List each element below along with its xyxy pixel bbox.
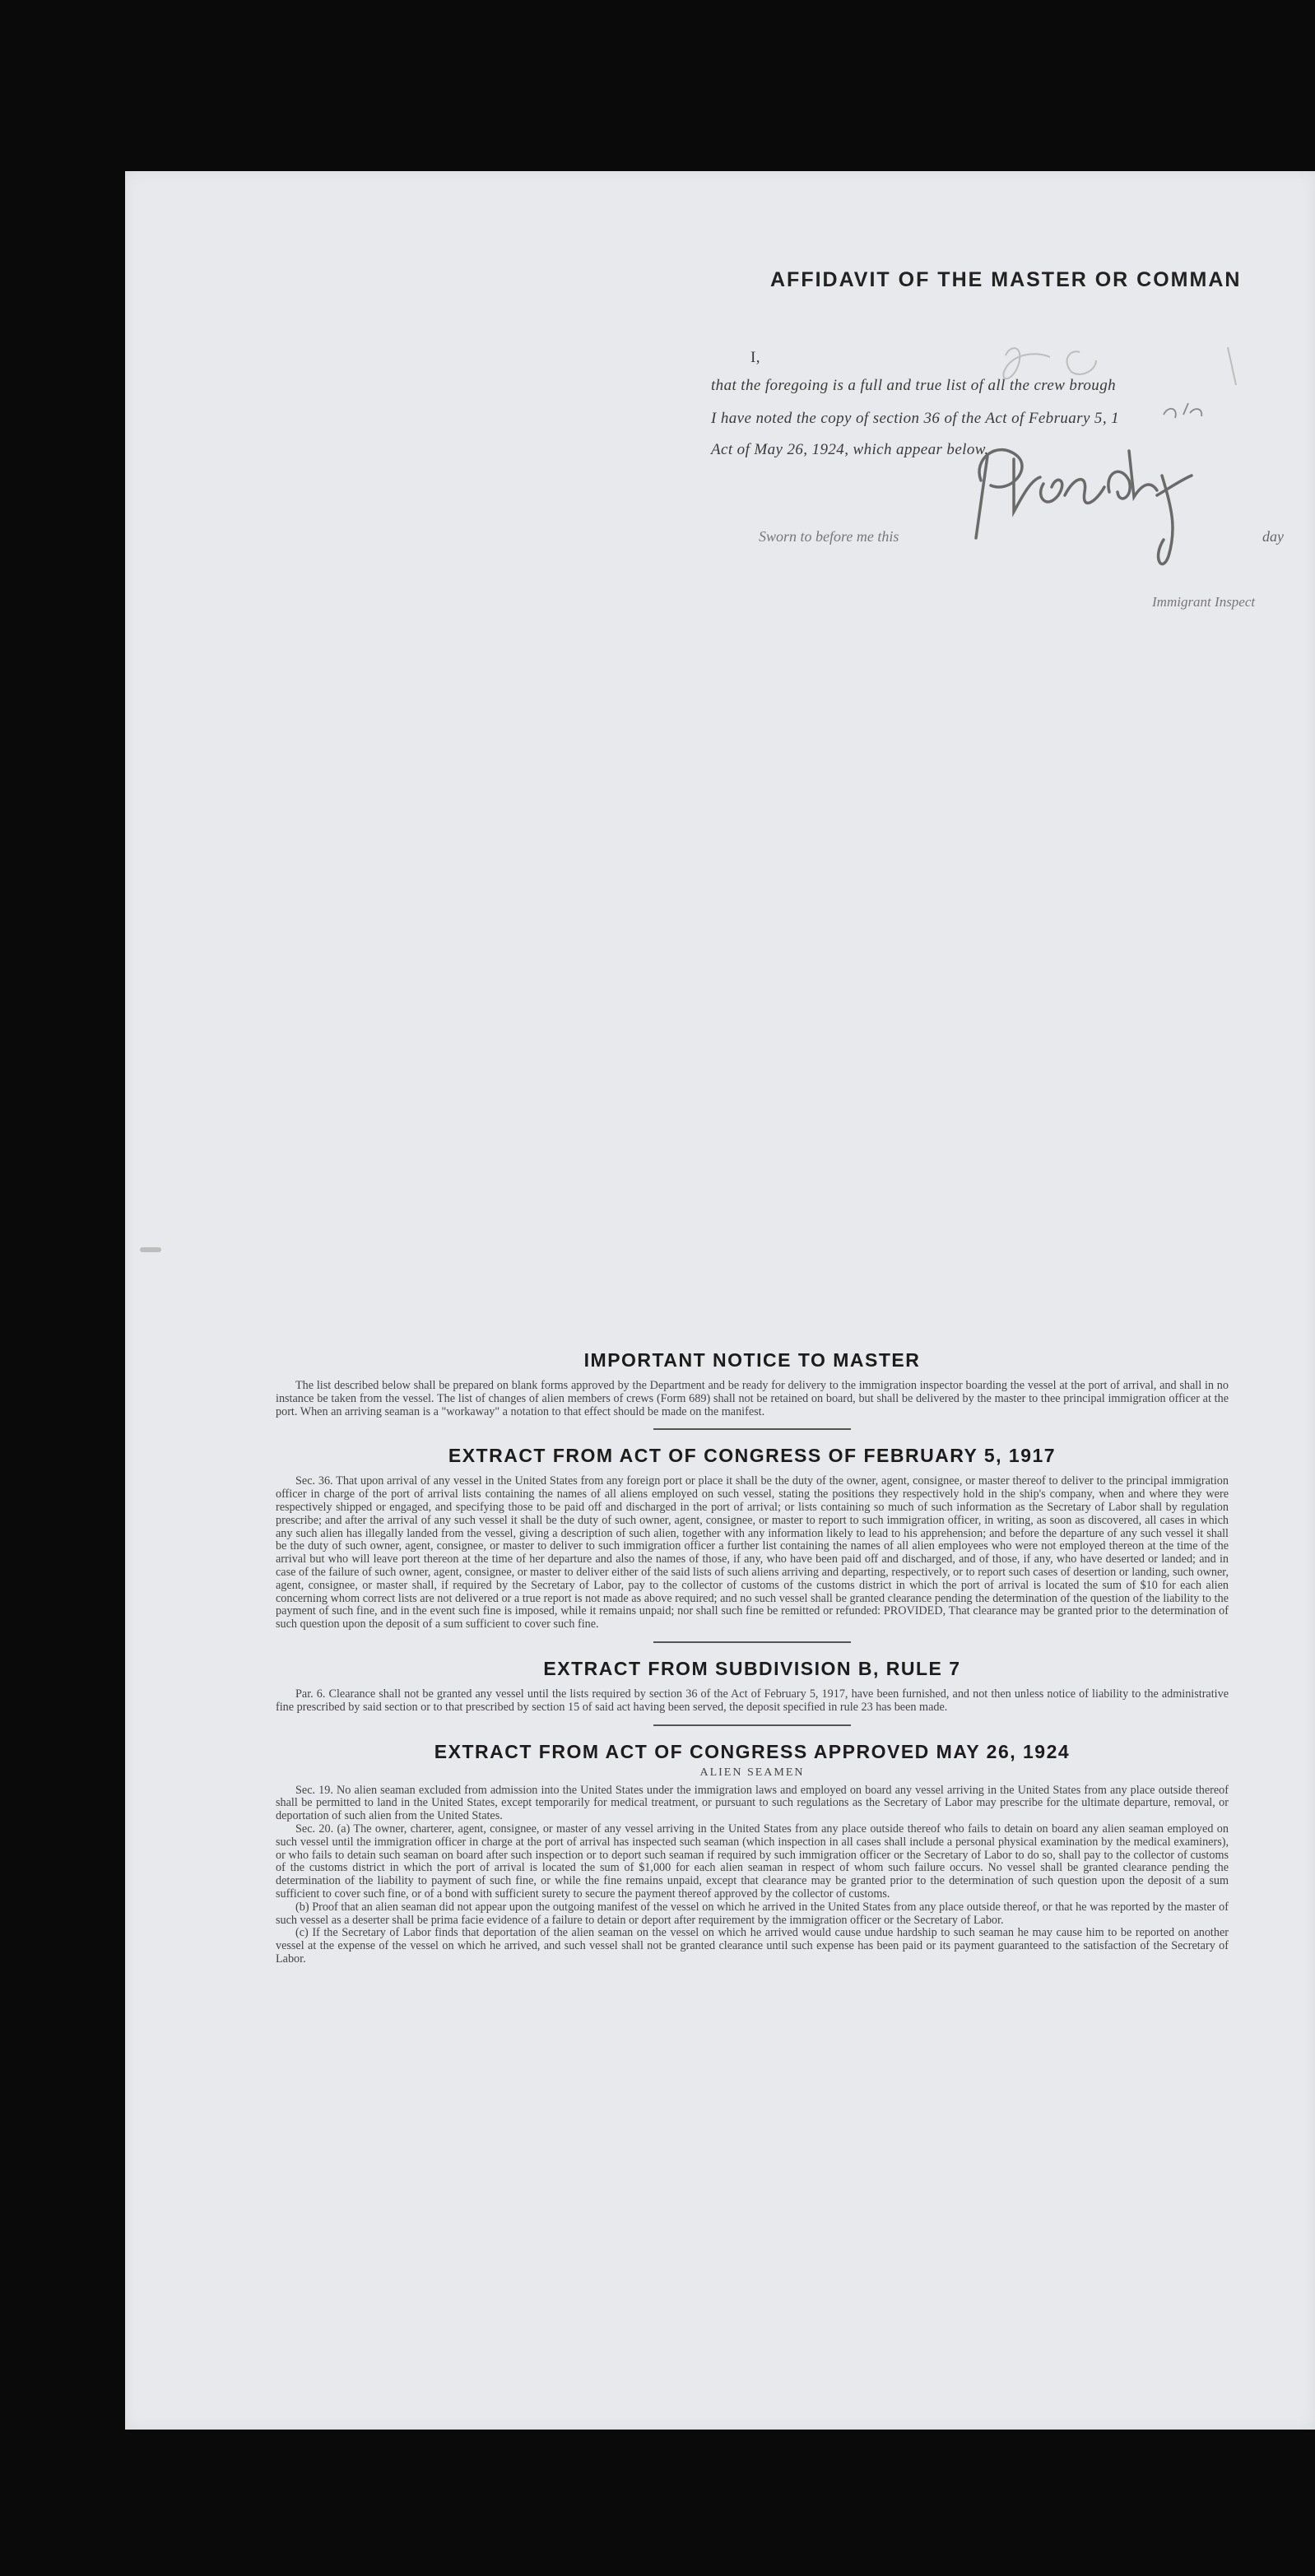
- extract-1924-title: EXTRACT FROM ACT OF CONGRESS APPROVED MAY 26, 1924: [434, 1740, 1071, 1762]
- day-text: day: [1262, 528, 1284, 545]
- extract-1917-body: Sec. 36. That upon arrival of any vessel in the United States from any foreign port or place it shall be the duty of the owner, agent, consignee, or master thereof to deliver to the principal immigration officer in charge of the port of arrival lists containing the names of all aliens employed on such vessel, stating the positions they respectively hold in the ship's company, when and where they were respectively shipped or engaged, and specifying those to be paid off and discharged in the port of arrival; or lists containing so much of such information as the Secretary of Labor shall by regulation prescribe; and after the arrival of any such vessel it shall be the duty of such owner, agent, consignee, or master to report to such immigration officer, in writing, as soon as discovered, all cases in which any such alien has illegally landed from the vessel, giving a description of such alien, together with any information likely to lead to his apprehension; and before the departure of any such vessel it shall be the duty of such owner, agent, consignee, or master to deliver to such immigration officer a further list containing the names of all alien employees who were not employed thereon at the time of the arrival but who will leave port thereon at the time of her departure and also the names of those, if any, who have been paid off and discharged, and of those, if any, who have deserted or landed; and in case of the failure of such owner, agent, consignee, or master to deliver either of the said lists of such aliens arriving and departing, respectively, or to report such cases of desertion or landing, such owner, agent, consignee, or master shall, if required by the Secretary of Labor, pay to the collector of customs of the customs district in which the port of arrival is located the sum of $10 for each alien concerning whom correct lists are not delivered or a true report is not made as above required; and no such vessel shall be granted clearance pending the determination of the question of the liability to the payment of such fine, and in the event such fine is imposed, while it remains unpaid; nor shall such fine be remitted or refunded: PROVIDED, That clearance may be granted prior to the determination of such question upon the deposit of a sum sufficient to cover such fine.: [276, 1474, 1229, 1631]
- important-notice-section: [276, 1349, 1229, 1966]
- extract-1917-title: EXTRACT FROM ACT OF CONGRESS OF FEBRUARY 5, 1917: [448, 1445, 1057, 1467]
- section-divider: [653, 1641, 851, 1643]
- extract-1924-paragraph: Sec. 19. No alien seaman excluded from admission into the United States under the immigration laws and employed on board any vessel arriving in the United States from any place outside thereof shall be permitted to land in the United States, except temporarily for medical treatment, or pursuant to such regulations as the Secretary of Labor may prescribe for the ultimate departure, removal, or deportation of such alien from the United States.: [276, 1783, 1229, 1823]
- sworn-text: Sworn to before me this: [759, 528, 899, 545]
- affidavit-line-2: I have noted the copy of section 36 of the Act of February 5, 1: [711, 410, 1120, 427]
- affidavit-line-3: Act of May 26, 1924, which appear below.: [711, 441, 989, 458]
- notice-title: IMPORTANT NOTICE TO MASTER: [583, 1349, 921, 1371]
- extract-rule7-title: EXTRACT FROM SUBDIVISION B, RULE 7: [543, 1657, 961, 1679]
- section-divider: [653, 1724, 851, 1726]
- handwritten-signatures: [849, 336, 1310, 632]
- section-divider: [653, 1428, 851, 1430]
- extract-1924-paragraph: (b) Proof that an alien seaman did not appear upon the outgoing manifest of the vessel on which he arrived in the United States from any place outside thereof, or that he was reported by the master of such vessel as a deserter shall be prima facie evidence of a failure to detain or deport after requirement by the immigration officer or the Secretary of Labor.: [276, 1900, 1229, 1927]
- extract-1924-paragraph: (c) If the Secretary of Labor finds that deportation of the alien seaman on the vessel on which he arrived would cause undue hardship to such seaman he may cause him to be reported on another vessel at the expense of the vessel on which he arrived, and such vessel shall not be granted clearance until such expense has been paid or its payment guaranteed to the satisfaction of the Secretary of Labor.: [276, 1926, 1229, 1966]
- document-sheet: [125, 171, 1315, 2430]
- extract-rule7-body: Par. 6. Clearance shall not be granted any vessel until the lists required by section 36 of the Act of February 5, 1917, have been furnished, and not then unless notice of liability to the administrative fine prescribed by said section or to that prescribed by section 15 of said act having been served, the deposit specified in rule 23 has been made.: [276, 1687, 1229, 1714]
- extract-1924-subtitle: ALIEN SEAMEN: [699, 1766, 805, 1779]
- affidavit-line-i: I,: [750, 349, 760, 366]
- paper-mark: [140, 1247, 161, 1252]
- extract-1924-paragraph: Sec. 20. (a) The owner, charterer, agent, consignee, or master of any vessel arriving in the United States from any place outside thereof who fails to detain on board any alien seaman employed on such vessel until the immigration officer in charge at the port of arrival has inspected such seaman (which inspection in all cases shall include a personal physical examination by the medical examiners), or who fails to detain such seaman on board after such inspection or to deport such seaman if required by such immigration officer or the Secretary of Labor to do so, shall pay to the collector of customs of the customs district in which the port of arrival is located the sum of $1,000 for each alien seaman in respect of whom such failure occurs. No vessel shall be granted clearance pending the determination of the liability to payment of such fine, or while the fine remains unpaid, except that clearance may be granted prior to the determination of such question upon the deposit of a sum sufficient to cover such fine, or of a bond with sufficient surety to secure the payment thereof approved by the collector of customs.: [276, 1822, 1229, 1901]
- affidavit-heading: AFFIDAVIT OF THE MASTER OR COMMAN: [770, 268, 1242, 291]
- affidavit-line-1: that the foregoing is a full and true list of all the crew brough: [711, 377, 1117, 394]
- inspector-text: Immigrant Inspect: [1152, 594, 1256, 610]
- notice-body: The list described below shall be prepared on blank forms approved by the Department and be ready for delivery to the immigration inspector boarding the vessel at the port of arrival, and shall in no instance be taken from the vessel. The list of changes of alien members of crews (Form 689) shall not be retained on board, but shall be delivered by the master to thee principal immigration officer at the port. When an arriving seaman is a "workaway" a notation to that effect should be made on the manifest.: [276, 1379, 1229, 1418]
